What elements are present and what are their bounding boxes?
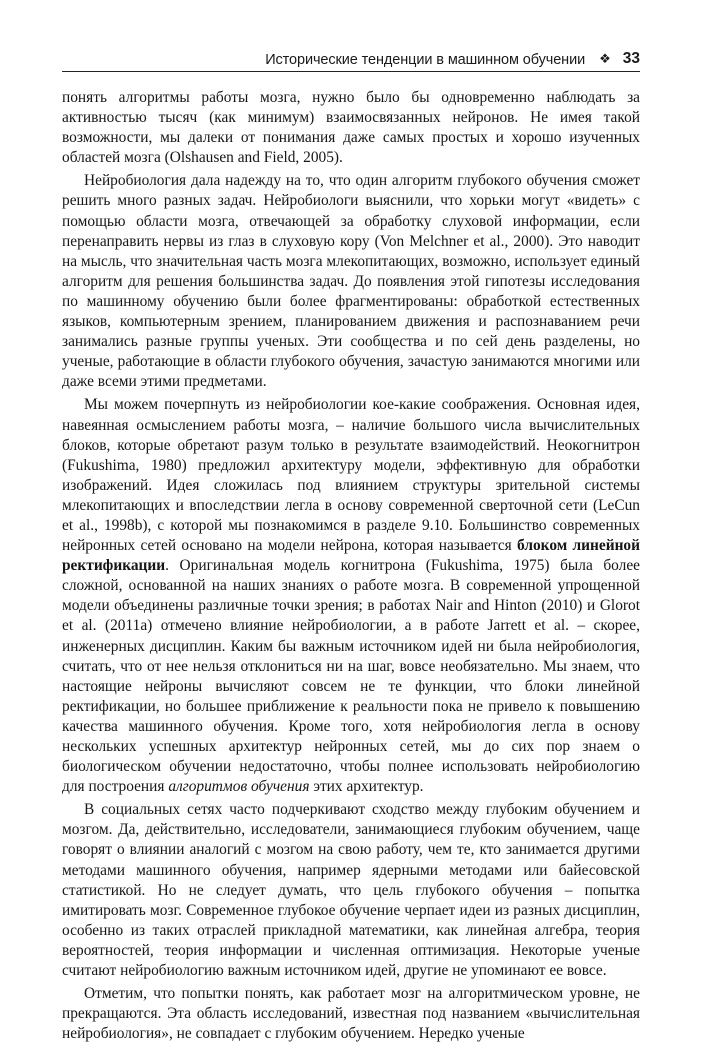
running-header — [62, 46, 640, 72]
term-learning-algorithms: алгоритмов обучения — [168, 778, 310, 796]
term-relu: блоком линейной ректификации — [62, 537, 640, 575]
paragraph-text-part: . Оригинальная модель когнитрона (Fukushima, 1975) была более сложной, основанной на наших знаниях о работе мозга. В современной упрощенной модели объединены различные точки зрения; в работах Nair and Hinton (2010) и Glorot et al. (2011a) отмечено влияние нейробиологии, а в работе Jarrett et al. – скорее, инженерных дисциплин. Каким бы важным источником идей ни была нейробиология, считать, что от нее нельзя отклониться ни на шаг, вовсе необязательно. Мы знаем, что настоящие нейроны вычисляют совсем не те функции, что блоки линейной ректификации, но большее приближение к реальности пока не привело к повышению качества машинного обучения. Кроме того, хотя нейробиология легла в основу нескольких успешных архитектур нейронных сетей, мы до сих пор знаем о биологическом обучении недостаточно, чтобы полнее использовать нейробиологию для построения — [62, 557, 640, 796]
paragraph-social-media: В социальных сетях часто подчеркивают сходство между глубоким обучением и мозгом. Да, действительно, исследователи, занимающиеся глубоким обучением, чаще говорят о влиянии аналогий с мозгом на свою работу, чем те, кто занимается другими методами машинного обучения, например ядерными методами или байесовской статистикой. Но не следует думать, что цель глубокого обучения – попытка имитировать мозг. Современное глубокое обучение черпает идеи из разных дисциплин, особенно из таких отраслей прикладной математики, как линейная алгебра, теория вероятностей, теория информации и численная оптимизация. Некоторые ученые считают нейробиологию важным источником идей, другие не упоминают ее вовсе. — [62, 801, 640, 980]
paragraph-text-part: Мы можем почерпнуть из нейробиологии кое-какие соображения. Основная идея, навеянная осмыслением работы мозга, – наличие большого числа вычислительных блоков, которые обретают разум только в результате взаимодействий. Неокогнитрон (Fukushima, 1980) предложил архитектуру модели, эффективную для обработки изображений. Идея сложилась под влиянием структуры зрительной системы млекопитающих и впоследствии легла в основу современной сверточной сети (LeCun et al., 1998b), с которой мы познакомимся в разделе 9.10. Большинство современных нейронных сетей основано на модели нейрона, которая называется — [62, 396, 640, 555]
running-title: Исторические тенденции в машинном обучении — [265, 52, 586, 68]
paragraph-text-part: этих архитектур. — [309, 778, 424, 796]
paragraph-neuroscience-ideas — [62, 395, 640, 797]
paragraph-computational-neuroscience: Отметим, что попытки понять, как работает мозг на алгоритмическом уровне, не прекращаются. Эта область исследований, известная под названием «вычислительная нейробиология», не совпадает с глубоким обучением. Нередко ученые — [62, 985, 640, 1043]
body-text — [62, 88, 640, 1044]
paragraph-continuation: понять алгоритмы работы мозга, нужно было бы одновременно наблюдать за активностью тысяч (как минимум) взаимосвязанных нейронов. Не имея такой возможности, мы далеки от понимания даже самых простых и хорошо изученных областей мозга (Olshausen and Field, 2005). — [62, 89, 640, 167]
page-number: 33 — [622, 50, 640, 67]
fleuron-icon: ❖ — [599, 51, 611, 66]
paragraph-neuroscience-hope: Нейробиология дала надежду на то, что один алгоритм глубокого обучения сможет решить много разных задач. Нейробиологи выяснили, что хорьки могут «видеть» с помощью области мозга, отвечающей за обработку слуховой информации, если перенаправить нервы из глаз в слуховую кору (Von Melchner et al., 2000). Это наводит на мысль, что значительная часть мозга млекопитающих, возможно, использует единый алгоритм для решения большинства задач. До появления этой гипотезы исследования по машинному обучению были более фрагментированы: обработкой естественных языков, компьютерным зрением, планированием движения и распознаванием речи занимались разные группы ученых. Эти сообщества и по сей день разделены, но ученые, работающие в области глубокого обучения, зачастую занимаются многими или даже всеми этими предметами. — [62, 172, 640, 391]
